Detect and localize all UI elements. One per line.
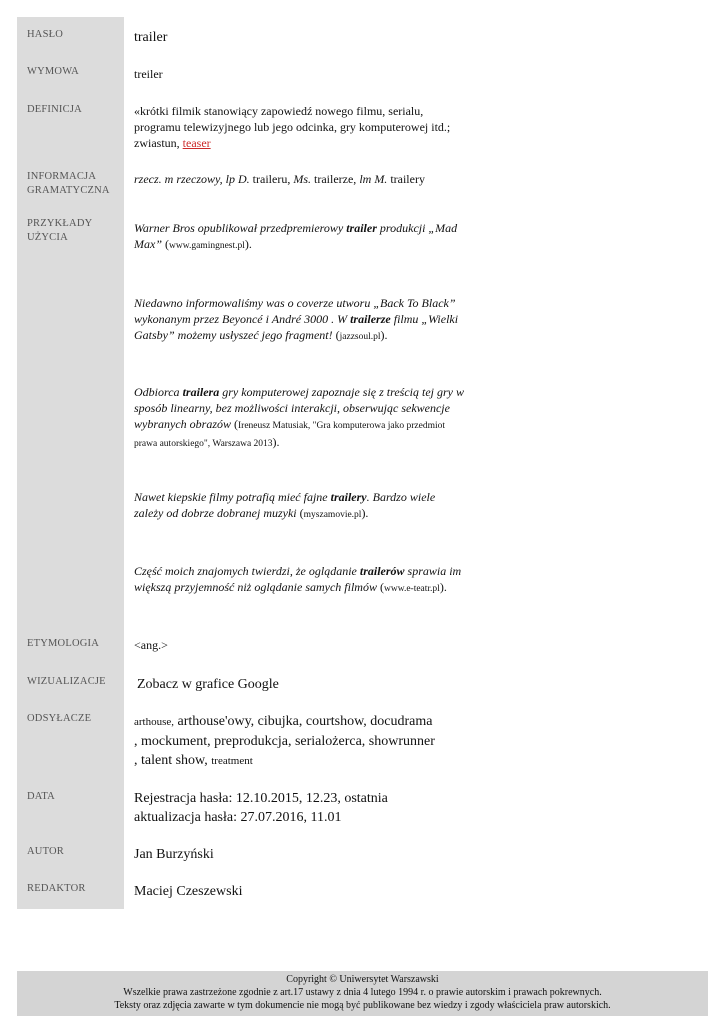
definition-link-teaser[interactable]: teaser: [182, 136, 211, 150]
label-column: [17, 17, 124, 909]
example-2: Niedawno informowaliśmy was o coverze utworu „Back To Black” wykonanym przez Beyoncé i André 3000 . W trailerze filmu „Wielki Gatsby” możemy usłyszeć jego fragment! (jazzsoul.pl).: [134, 296, 459, 342]
definition: [134, 103, 464, 151]
example-5-bold: trailerów: [359, 564, 405, 578]
author: Jan Burzyński: [134, 847, 214, 862]
example-5-source: www.e-teatr.pl: [383, 584, 440, 594]
dates: [134, 789, 464, 827]
example-1-pre: Warner Bros opublikował przedpremierowy: [134, 221, 347, 235]
label-wymowa: WYMOWA: [27, 66, 79, 77]
label-informacja-line1: INFORMACJA: [27, 171, 97, 182]
example-2-post: filmu „Wielki Gatsby” możemy usłyszeć jego fragment!: [134, 312, 459, 342]
grammar-part-4: trailerze,: [314, 172, 357, 186]
example-1: Warner Bros opublikował przedpremierowy trailer produkcji „Mad Max” (www.gamingnest.pl).: [134, 221, 458, 251]
example-5-post: sprawia im większą przyjemność niż oglądanie samych filmów: [134, 564, 462, 594]
example-1-source: www.gamingnest.pl: [169, 241, 245, 251]
headword: trailer: [134, 30, 168, 45]
grammar-part-3: Ms.: [293, 172, 311, 186]
date-line-1: Rejestracja hasła: 12.10.2015, 12.23, ostatnia: [134, 791, 388, 806]
example-1-bold: trailer: [346, 221, 377, 235]
label-przyklady-line1: PRZYKŁADY: [27, 218, 93, 229]
grammar-part-1: rzecz. m rzeczowy, lp D.: [134, 172, 250, 186]
footer-copyright: Copyright © Uniwersytet Warszawski: [286, 974, 439, 985]
ref-list-3[interactable]: , talent show,: [134, 753, 208, 768]
grammar-part-6: trailery: [390, 172, 425, 186]
label-definicja: DEFINICJA: [27, 104, 82, 115]
label-informacja-line2: GRAMATYCZNA: [27, 185, 110, 196]
example-3: Odbiorca trailera gry komputerowej zapoznaje się z treścią tej gry w sposób linearny, bez możliwości interakcji, obserwując sekwencje wybranych obrazów (Ireneusz Matusiak, "Gra komputerowa jako przedmiot prawa autorskiego", Warszawa 2013).: [134, 385, 464, 449]
label-przyklady-uzycia: [27, 217, 122, 245]
pronunciation: treiler: [134, 67, 163, 81]
label-odsylacze: ODSYŁACZE: [27, 713, 92, 724]
footer-rights: Wszelkie prawa zastrzeżone zgodnie z art.17 ustawy z dnia 4 lutego 1994 r. o prawie autorskim i prawach pokrewnych.: [123, 987, 602, 998]
label-redaktor: REDAKTOR: [27, 883, 86, 894]
label-etymologia: ETYMOLOGIA: [27, 638, 99, 649]
example-1-post: produkcji „Mad Max”: [134, 221, 458, 251]
example-3-source: Ireneusz Matusiak, "Gra komputerowa jako przedmiot prawa autorskiego", Warszawa 2013: [134, 421, 446, 449]
example-4-source: myszamovie.pl: [303, 510, 362, 520]
example-3-pre: Odbiorca: [134, 385, 183, 399]
etymology: <ang.>: [134, 638, 168, 652]
grammar-info: [134, 171, 464, 187]
example-5-pre: Część moich znajomych twierdzi, że oglądanie: [134, 564, 360, 578]
example-2-pre: Niedawno informowaliśmy was o coverze utworu „Back To Black” wykonanym przez Beyoncé i André 3000 . W: [134, 296, 456, 326]
definition-text: «krótki filmik stanowiący zapowiedź nowego filmu, serialu, programu telewizyjnego lub jego odcinka, gry komputerowej itd.; zwiastun,: [134, 104, 451, 150]
date-line-2: aktualizacja hasła: 27.07.2016, 11.01: [134, 810, 342, 825]
example-4-post: . Bardzo wiele zależy od dobrze dobranej muzyki: [134, 490, 436, 520]
footer-notice: Teksty oraz zdjęcia zawarte w tym dokumencie nie mogą być publikowane bez wiedzy i zgody właściciela praw autorskich.: [114, 1000, 611, 1011]
label-przyklady-line2: UŻYCIA: [27, 232, 68, 243]
grammar-part-5: lm M.: [359, 172, 388, 186]
editor: Maciej Czeszewski: [134, 884, 243, 899]
example-2-bold: trailerze: [350, 312, 391, 326]
label-autor: AUTOR: [27, 846, 64, 857]
label-wizualizacje: WIZUALIZACJE: [27, 676, 106, 687]
example-2-source: jazzsoul.pl: [339, 332, 381, 342]
example-4-bold: trailery: [330, 490, 367, 504]
example-3-bold: trailera: [182, 385, 220, 399]
label-haslo: HASŁO: [27, 29, 64, 40]
example-4-pre: Nawet kiepskie filmy potrafią mieć fajne: [134, 490, 331, 504]
ref-list-1[interactable]: arthouse'owy, cibujka, courtshow, docudrama: [177, 714, 433, 729]
example-5: Część moich znajomych twierdzi, że oglądanie trailerów sprawia im większą przyjemność niż oglądanie samych filmów (www.e-teatr.pl).: [134, 564, 462, 594]
ref-treatment[interactable]: treatment: [211, 755, 253, 767]
grammar-part-2: traileru,: [252, 172, 291, 186]
label-informacja-gramatyczna: [27, 170, 122, 198]
ref-arthouse[interactable]: arthouse,: [134, 716, 175, 728]
label-data: DATA: [27, 791, 55, 802]
example-3-post: gry komputerowej zapoznaje się z treścią tej gry w sposób linearny, bez możliwości interakcji, obserwując sekwencje wybranych obrazów: [134, 385, 464, 431]
example-4: Nawet kiepskie filmy potrafią mieć fajne trailery. Bardzo wiele zależy od dobrze dobranej muzyki (myszamovie.pl).: [134, 490, 436, 520]
footer: [17, 971, 708, 1016]
google-images-link[interactable]: Zobacz w grafice Google: [137, 677, 279, 692]
cross-references: [134, 712, 464, 771]
ref-list-2[interactable]: , mockument, preprodukcja, serialożerca, showrunner: [134, 734, 435, 749]
